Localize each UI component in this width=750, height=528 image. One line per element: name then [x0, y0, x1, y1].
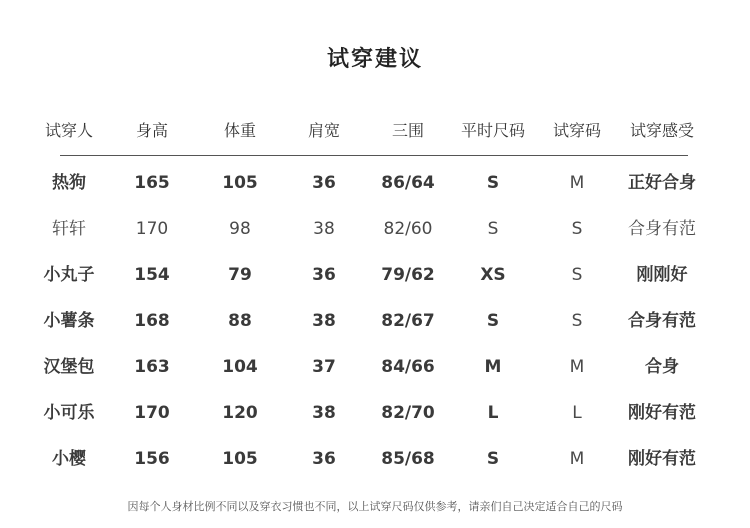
- cell-fit-feeling: 合身有范: [628, 311, 696, 331]
- cell-tester: 热狗: [52, 173, 86, 193]
- cell-height: 170: [135, 219, 169, 239]
- table-row: [0, 444, 750, 474]
- cell-usual-size: M: [484, 357, 502, 377]
- cell-measurements: 82/70: [381, 403, 435, 423]
- cell-shoulder: 36: [312, 449, 336, 469]
- cell-tried-size: S: [571, 265, 583, 285]
- cell-shoulder: 38: [312, 311, 336, 331]
- cell-fit-feeling: 正好合身: [628, 173, 696, 193]
- cell-measurements: 79/62: [381, 265, 435, 285]
- header-divider: [60, 155, 688, 156]
- table-row: [0, 260, 750, 290]
- cell-tester: 小可乐: [43, 403, 95, 423]
- header-height: 身高: [135, 121, 169, 140]
- cell-height: 154: [134, 265, 170, 285]
- cell-measurements: 82/60: [383, 219, 433, 239]
- cell-shoulder: 36: [312, 173, 336, 193]
- table-row: [0, 352, 750, 382]
- cell-shoulder: 38: [313, 219, 335, 239]
- cell-tried-size: M: [569, 357, 585, 377]
- cell-tester: 小薯条: [43, 311, 95, 331]
- cell-usual-size: XS: [480, 265, 506, 285]
- header-usual-size: 平时尺码: [460, 121, 526, 140]
- cell-measurements: 82/67: [381, 311, 435, 331]
- cell-tester: 轩轩: [52, 219, 86, 239]
- cell-tried-size: S: [571, 219, 583, 239]
- cell-tried-size: M: [569, 173, 585, 193]
- cell-height: 170: [134, 403, 170, 423]
- cell-shoulder: 36: [312, 265, 336, 285]
- header-shoulder: 肩宽: [307, 121, 341, 140]
- cell-tried-size: M: [569, 449, 585, 469]
- cell-fit-feeling: 刚好有范: [628, 403, 696, 423]
- cell-shoulder: 37: [312, 357, 336, 377]
- cell-tester: 汉堡包: [43, 357, 95, 377]
- cell-tried-size: S: [571, 311, 583, 331]
- cell-fit-feeling: 刚好有范: [628, 449, 696, 469]
- cell-weight: 104: [222, 357, 258, 377]
- cell-height: 163: [134, 357, 170, 377]
- cell-shoulder: 38: [312, 403, 336, 423]
- header-weight: 体重: [223, 121, 257, 140]
- page-title: 试穿建议: [326, 47, 423, 72]
- table-row: [0, 398, 750, 428]
- cell-weight: 88: [228, 311, 252, 331]
- cell-weight: 79: [228, 265, 252, 285]
- cell-fit-feeling: 合身: [645, 357, 679, 377]
- cell-fit-feeling: 刚刚好: [636, 265, 688, 285]
- table-row: [0, 306, 750, 336]
- table-row: [0, 214, 750, 244]
- cell-measurements: 84/66: [381, 357, 435, 377]
- cell-measurements: 86/64: [381, 173, 435, 193]
- cell-tester: 小丸子: [43, 265, 95, 285]
- table-row: [0, 168, 750, 198]
- header-tester: 试穿人: [44, 121, 94, 140]
- cell-weight: 120: [222, 403, 258, 423]
- cell-usual-size: S: [486, 311, 500, 331]
- header-measurements: 三围: [391, 121, 425, 140]
- cell-weight: 105: [222, 173, 258, 193]
- footnote: 因每个人身材比例不同以及穿衣习惯也不同，以上试穿尺码仅供参考，请亲们自己决定适合自己的尺码: [127, 500, 623, 513]
- cell-height: 156: [134, 449, 170, 469]
- cell-usual-size: S: [486, 173, 500, 193]
- cell-tester: 小樱: [52, 449, 86, 469]
- cell-weight: 98: [229, 219, 251, 239]
- cell-height: 168: [134, 311, 170, 331]
- header-tried-size: 试穿码: [552, 121, 602, 140]
- header-fit-feeling: 试穿感受: [629, 121, 695, 140]
- cell-fit-feeling: 合身有范: [628, 219, 696, 239]
- cell-height: 165: [134, 173, 170, 193]
- cell-weight: 105: [222, 449, 258, 469]
- cell-usual-size: L: [487, 403, 499, 423]
- cell-tried-size: L: [572, 403, 582, 423]
- cell-measurements: 85/68: [381, 449, 435, 469]
- table-header: [0, 116, 750, 146]
- cell-usual-size: S: [486, 449, 500, 469]
- cell-usual-size: S: [487, 219, 499, 239]
